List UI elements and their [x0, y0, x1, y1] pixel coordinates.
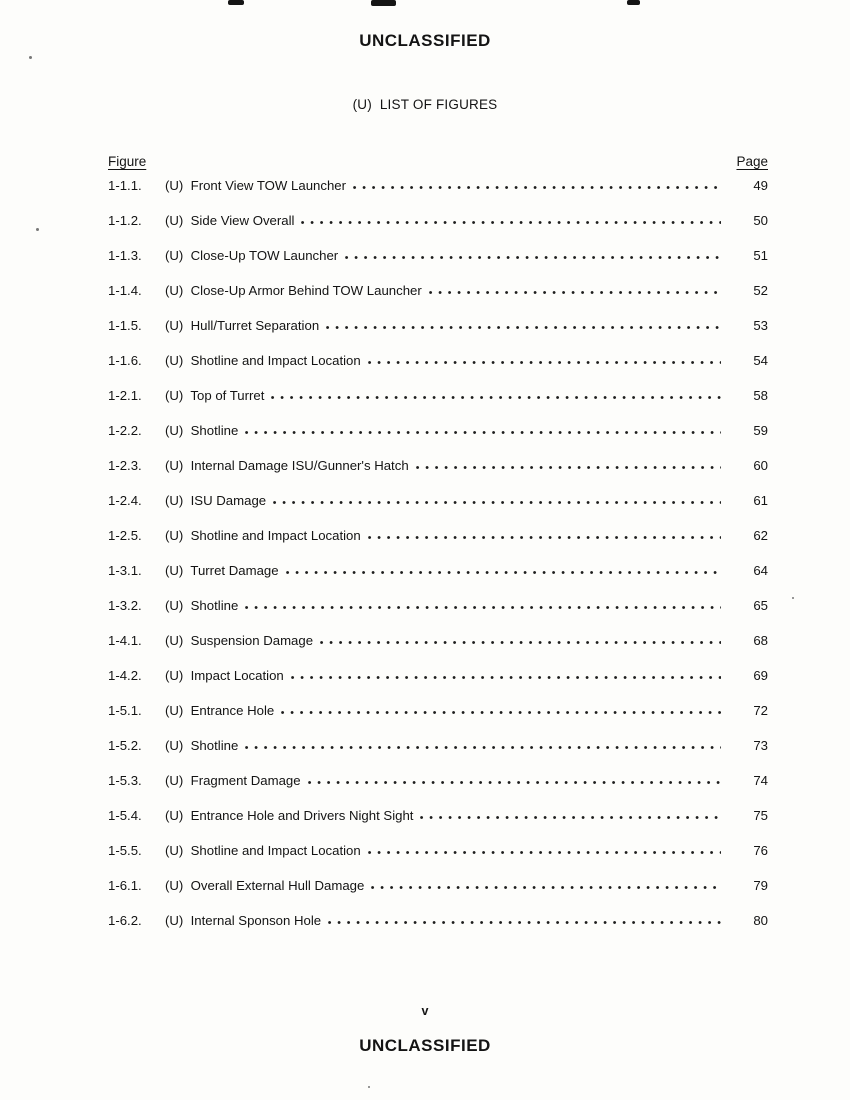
- figure-entry: [108, 318, 768, 353]
- figure-page: 72: [753, 703, 768, 718]
- figure-entry: [108, 178, 768, 213]
- dot-leader: [286, 570, 721, 575]
- column-header-page: Page: [736, 154, 768, 169]
- figure-entry: [108, 773, 768, 808]
- figure-title: (U) Overall External Hull Damage: [165, 878, 365, 893]
- figure-title: (U) Close-Up Armor Behind TOW Launcher: [165, 283, 422, 298]
- figure-title: (U) Shotline and Impact Location: [165, 528, 361, 543]
- figure-entry: [108, 283, 768, 318]
- classification-banner-bottom: UNCLASSIFIED: [359, 1036, 491, 1055]
- classification-banner-top: UNCLASSIFIED: [359, 31, 491, 50]
- figure-page: 60: [753, 458, 768, 473]
- figure-number: 1-5.3.: [108, 773, 142, 788]
- figure-number: 1-1.6.: [108, 353, 142, 368]
- dot-leader: [368, 360, 721, 365]
- figure-number: 1-1.2.: [108, 213, 142, 228]
- figure-number: 1-6.2.: [108, 913, 142, 928]
- dot-leader: [371, 885, 721, 890]
- figure-entry: [108, 668, 768, 703]
- figure-page: 62: [753, 528, 768, 543]
- figure-title: (U) Shotline: [165, 738, 239, 753]
- column-header-figure: Figure: [108, 154, 147, 169]
- figure-page: 61: [753, 493, 768, 508]
- scan-speck: [36, 228, 39, 231]
- figure-entry: [108, 353, 768, 388]
- figure-title: (U) Top of Turret: [165, 388, 265, 403]
- scan-speck: [29, 56, 32, 59]
- scan-artifact: [371, 0, 396, 6]
- figure-title: (U) Shotline: [165, 598, 239, 613]
- dot-leader: [308, 780, 721, 785]
- figure-title: (U) Shotline and Impact Location: [165, 843, 361, 858]
- figure-page: 53: [753, 318, 768, 333]
- dot-leader: [291, 675, 721, 680]
- figure-number: 1-1.3.: [108, 248, 142, 263]
- scan-artifact: [627, 0, 640, 5]
- dot-leader: [245, 745, 721, 750]
- figure-title: (U) Suspension Damage: [165, 633, 314, 648]
- figure-number: 1-5.4.: [108, 808, 142, 823]
- figure-page: 64: [753, 563, 768, 578]
- figure-number: 1-2.2.: [108, 423, 142, 438]
- figure-page: 80: [753, 913, 768, 928]
- figure-number: 1-5.2.: [108, 738, 142, 753]
- dot-leader: [429, 290, 721, 295]
- dot-leader: [245, 430, 721, 435]
- figure-title: (U) Fragment Damage: [165, 773, 301, 788]
- figure-title: (U) Close-Up TOW Launcher: [165, 248, 339, 263]
- figure-number: 1-5.5.: [108, 843, 142, 858]
- figure-number: 1-3.2.: [108, 598, 142, 613]
- dot-leader: [281, 710, 721, 715]
- figure-number: 1-2.4.: [108, 493, 142, 508]
- figure-page: 50: [753, 213, 768, 228]
- figure-title: (U) Turret Damage: [165, 563, 279, 578]
- figure-number: 1-2.5.: [108, 528, 142, 543]
- figure-entry: [108, 248, 768, 283]
- figure-page: 59: [753, 423, 768, 438]
- figure-title: (U) Hull/Turret Separation: [165, 318, 320, 333]
- page-title: (U) LIST OF FIGURES: [352, 97, 498, 112]
- figure-title: (U) Side View Overall: [165, 213, 295, 228]
- figure-number: 1-6.1.: [108, 878, 142, 893]
- figure-page: 69: [753, 668, 768, 683]
- figure-entry: [108, 843, 768, 878]
- page-number: v: [421, 1004, 429, 1018]
- figure-entry: [108, 563, 768, 598]
- figure-page: 52: [753, 283, 768, 298]
- dot-leader: [353, 185, 721, 190]
- figure-entry: [108, 598, 768, 633]
- dot-leader: [273, 500, 721, 505]
- dot-leader: [328, 920, 721, 925]
- figure-page: 75: [753, 808, 768, 823]
- figure-entry: [108, 213, 768, 248]
- figure-list: [0, 178, 850, 948]
- dot-leader: [245, 605, 721, 610]
- dot-leader: [301, 220, 721, 225]
- figure-page: 74: [753, 773, 768, 788]
- figure-title: (U) Impact Location: [165, 668, 284, 683]
- scan-artifact: [228, 0, 244, 5]
- figure-number: 1-2.1.: [108, 388, 142, 403]
- figure-number: 1-4.2.: [108, 668, 142, 683]
- figure-entry: [108, 878, 768, 913]
- dot-leader: [345, 255, 721, 260]
- figure-entry: [108, 738, 768, 773]
- figure-entry: [108, 528, 768, 563]
- figure-entry: [108, 388, 768, 423]
- figure-title: (U) Shotline: [165, 423, 239, 438]
- figure-title: (U) Shotline and Impact Location: [165, 353, 361, 368]
- figure-number: 1-3.1.: [108, 563, 142, 578]
- figure-number: 1-2.3.: [108, 458, 142, 473]
- figure-title: (U) Internal Sponson Hole: [165, 913, 322, 928]
- scan-speck: [792, 597, 794, 599]
- figure-page: 49: [753, 178, 768, 193]
- dot-leader: [320, 640, 721, 645]
- figure-number: 1-1.1.: [108, 178, 142, 193]
- figure-number: 1-1.4.: [108, 283, 142, 298]
- figure-title: (U) Entrance Hole and Drivers Night Sight: [165, 808, 414, 823]
- figure-title: (U) Internal Damage ISU/Gunner's Hatch: [165, 458, 409, 473]
- figure-entry: [108, 493, 768, 528]
- figure-page: 65: [753, 598, 768, 613]
- figure-title: (U) Entrance Hole: [165, 703, 275, 718]
- figure-entry: [108, 808, 768, 843]
- figure-page: 51: [753, 248, 768, 263]
- figure-number: 1-4.1.: [108, 633, 142, 648]
- dot-leader: [416, 465, 721, 470]
- figure-title: (U) ISU Damage: [165, 493, 267, 508]
- figure-entry: [108, 633, 768, 668]
- figure-entry: [108, 423, 768, 458]
- dot-leader: [368, 535, 721, 540]
- figure-entry: [108, 703, 768, 738]
- dot-leader: [271, 395, 721, 400]
- dot-leader: [326, 325, 721, 330]
- figure-entry: [108, 458, 768, 493]
- dot-leader: [368, 850, 721, 855]
- figure-number: 1-5.1.: [108, 703, 142, 718]
- figure-page: 79: [753, 878, 768, 893]
- figure-page: 76: [753, 843, 768, 858]
- dot-leader: [420, 815, 721, 820]
- figure-page: 73: [753, 738, 768, 753]
- figure-title: (U) Front View TOW Launcher: [165, 178, 347, 193]
- column-headers: [0, 154, 850, 169]
- scan-speck: [368, 1086, 370, 1088]
- figure-number: 1-1.5.: [108, 318, 142, 333]
- figure-entry: [108, 913, 768, 948]
- figure-page: 54: [753, 353, 768, 368]
- figure-page: 68: [753, 633, 768, 648]
- figure-page: 58: [753, 388, 768, 403]
